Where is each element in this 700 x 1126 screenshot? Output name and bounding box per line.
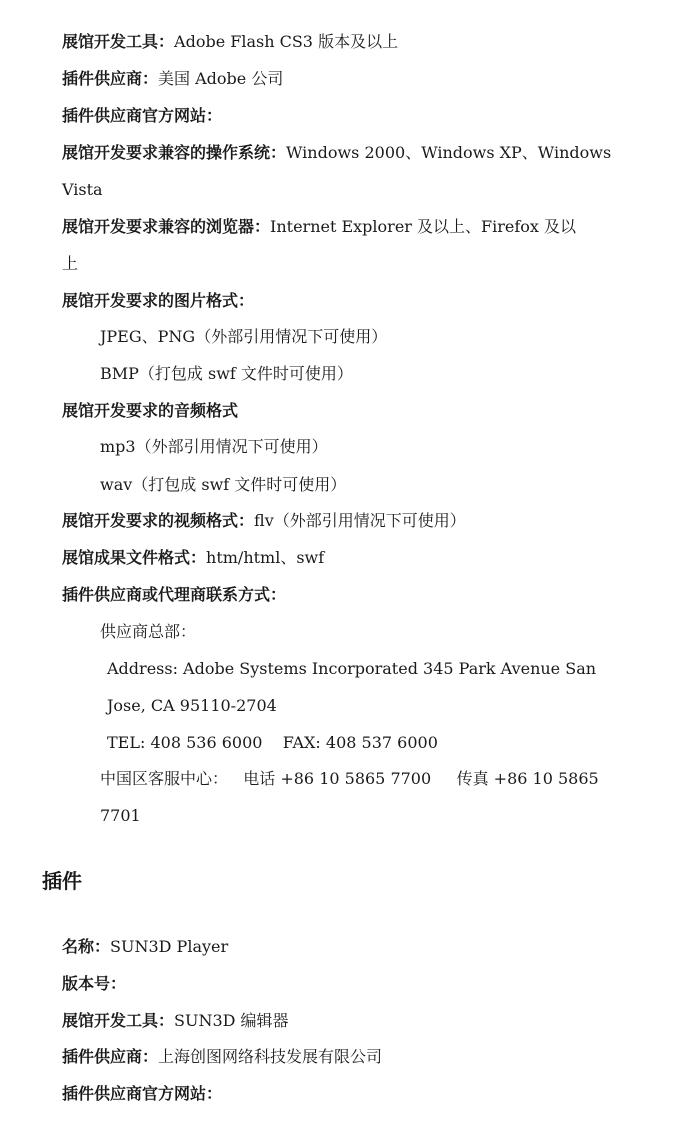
video-format-label: 展馆开发要求的视频格式： [62,511,255,530]
plugin-name-label: 名称： [62,937,111,956]
address-line [107,659,596,679]
image-format-line [62,291,254,311]
image-format-jpeg-png: JPEG、PNG（外部引用情况下可使用） [100,327,388,346]
browser-line-continued [62,254,78,274]
audio-format-wav: wav（打包成 swf 文件时可使用） [100,475,347,494]
dev-tool-value-2: SUN3D 编辑器 [174,1011,289,1030]
address-value: Address: Adobe Systems Incorporated 345 Park Avenue San [107,659,597,678]
tel-fax-value: TEL: 408 536 6000 FAX: 408 537 6000 [107,733,438,752]
hq-label: 供应商总部： [100,622,197,641]
video-format-value: flv（外部引用情况下可使用） [254,511,466,530]
vendor-label-2: 插件供应商： [62,1047,159,1066]
image-format-item [100,364,353,384]
audio-format-item [100,437,328,457]
dev-tool-label: 展馆开发工具： [62,32,175,51]
audio-format-line [62,401,238,421]
address-value-continued: Jose, CA 95110-2704 [107,696,277,715]
audio-format-item [100,475,346,495]
plugin-name-line [62,937,228,957]
china-center-line-continued [100,806,141,826]
image-format-label: 展馆开发要求的图片格式： [62,291,255,310]
vendor-value: 美国 Adobe 公司 [158,69,284,88]
contact-line [62,585,286,605]
browser-line [62,217,576,237]
version-label: 版本号： [62,974,127,993]
browser-value-continued: 上 [62,254,79,273]
version-line [62,974,126,994]
hq-line [100,622,196,642]
vendor-label: 插件供应商： [62,69,159,88]
china-center-line [100,769,599,789]
contact-label: 插件供应商或代理商联系方式： [62,585,287,604]
browser-label: 展馆开发要求兼容的浏览器： [62,217,271,236]
result-format-value: htm/html、swf [206,548,325,567]
tel-fax-line [107,733,438,753]
os-value: Windows 2000、Windows XP、Windows [286,143,612,162]
website-label-2: 插件供应商官方网站： [62,1084,223,1103]
dev-tool-line-2 [62,1011,289,1031]
vendor-line-2 [62,1047,382,1067]
os-label: 展馆开发要求兼容的操作系统： [62,143,287,162]
address-line-continued [107,696,277,716]
website-line [62,106,222,126]
os-line-continued [62,180,103,200]
video-format-line [62,511,466,531]
os-line [62,143,611,163]
audio-format-mp3: mp3（外部引用情况下可使用） [100,437,328,456]
vendor-value-2: 上海创图网络科技发展有限公司 [158,1047,383,1066]
audio-format-label: 展馆开发要求的音频格式 [62,401,239,420]
china-center-value: 中国区客服中心： 电话 +86 10 5865 7700 传真 +86 10 5865 [100,769,599,788]
dev-tool-value: Adobe Flash CS3 版本及以上 [174,32,399,51]
website-label: 插件供应商官方网站： [62,106,223,125]
plugin-name-value: SUN3D Player [110,937,229,956]
dev-tool-line [62,32,398,52]
china-center-value-continued: 7701 [100,806,141,825]
dev-tool-label-2: 展馆开发工具： [62,1011,175,1030]
browser-value: Internet Explorer 及以上、Firefox 及以 [270,217,577,236]
image-format-item [100,327,387,347]
image-format-bmp: BMP（打包成 swf 文件时可使用） [100,364,353,383]
result-format-line [62,548,324,568]
website-line-2 [62,1084,222,1104]
os-value-continued: Vista [62,180,103,199]
result-format-label: 展馆成果文件格式： [62,548,207,567]
vendor-line [62,69,283,89]
section-heading: 插件 [42,869,82,893]
